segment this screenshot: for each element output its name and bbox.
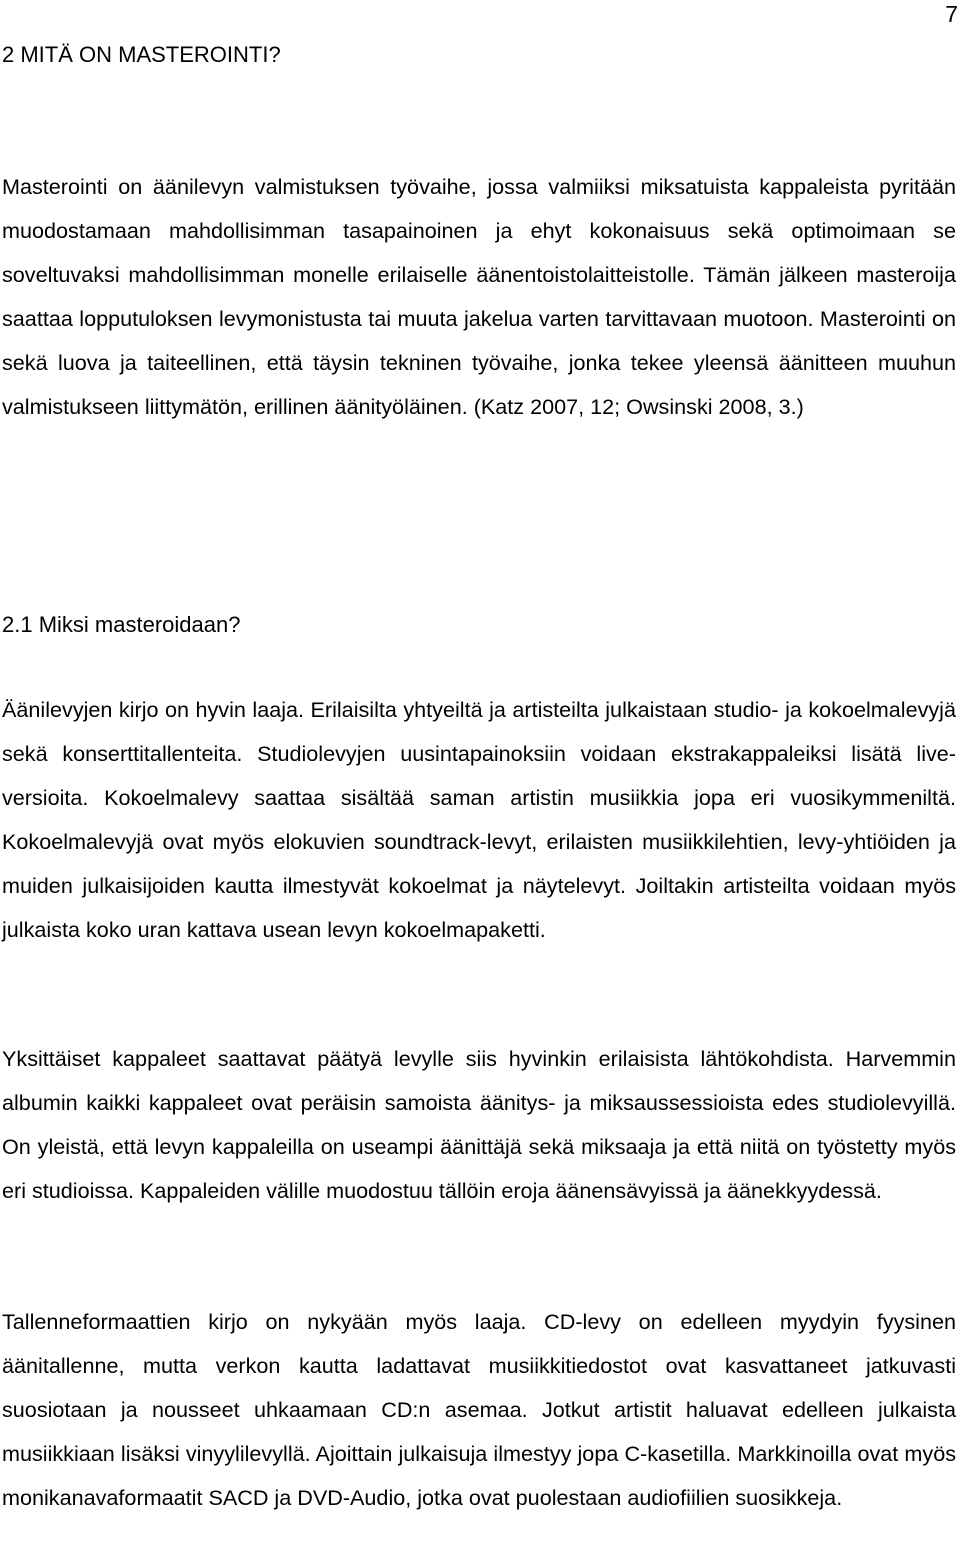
page-number: 7 (945, 1, 958, 27)
subsection-heading: 2.1 Miksi masteroidaan? (2, 612, 241, 637)
paragraph-masterointi: Masterointi on äänilevyn valmistuksen työvaihe, jossa valmiiksi miksatuista kappaleista pyritään muodostamaan mahdollisimman tasapainoinen ja ehyt kokonaisuus sekä optimoimaan se soveltuvaksi mahdollisimman monelle erilaiselle äänentoistolaitteistolle. Tämän jälkeen masteroija saattaa lopputuloksen levymonistusta tai muuta jakelua varten tarvittavaan muotoon. Masterointi on sekä luova ja taiteellinen, että täysin tekninen työvaihe, jonka tekee yleensä äänitteen muuhun valmistukseen liittymätön, erillinen äänityöläinen. (Katz 2007, 12; Owsinski 2008, 3.) (2, 174, 956, 419)
paragraph-yksittaiset-kappaleet: Yksittäiset kappaleet saattavat päätyä levylle siis hyvinkin erilaisista lähtökohdista. Harvemmin albumin kaikki kappaleet ovat peräisin samoista äänitys- ja miksaussessioista edes studiolevyillä. On yleistä, että levyn kappaleilla on useampi äänittäjä sekä miksaaja ja että niitä on työstetty myös eri studioissa. Kappaleiden välille muodostuu tällöin eroja äänensävyissä ja äänekkyydessä. (2, 1046, 956, 1203)
section-heading: 2 MITÄ ON MASTEROINTI? (2, 42, 281, 67)
paragraph-tallenneformaatit: Tallenneformaattien kirjo on nykyään myös laaja. CD-levy on edelleen myydyin fyysinen äänitallenne, mutta verkon kautta ladattavat musiikkitiedostot ovat kasvattaneet jatkuvasti suosiotaan ja nousseet uhkaamaan CD:n asemaa. Jotkut artistit haluavat edelleen julkaista musiikkiaan lisäksi vinyylilevyllä. Ajoittain julkaisuja ilmestyy jopa C-kasetilla. Markkinoilla ovat myös monikanavaformaatit SACD ja DVD-Audio, jotka ovat puolestaan audiofiilien suosikkeja. (2, 1309, 956, 1510)
paragraph-aanilevyjen-kirjo: Äänilevyjen kirjo on hyvin laaja. Erilaisilta yhtyeiltä ja artisteilta julkaistaan studio- ja kokoelmalevyjä sekä konserttitallenteita. Studiolevyjen uusintapainoksiin voidaan ekstrakappaleiksi lisätä live-versioita. Kokoelmalevy saattaa sisältää saman artistin musiikkia jopa eri vuosikymmeniltä. Kokoelmalevyjä ovat myös elokuvien soundtrack-levyt, erilaisten musiikkilehtien, levy-yhtiöiden ja muiden julkaisijoiden kautta ilmestyvät kokoelmat ja näytelevyt. Joiltakin artisteilta voidaan myös julkaista koko uran kattava usean levyn kokoelmapaketti. (2, 697, 956, 942)
